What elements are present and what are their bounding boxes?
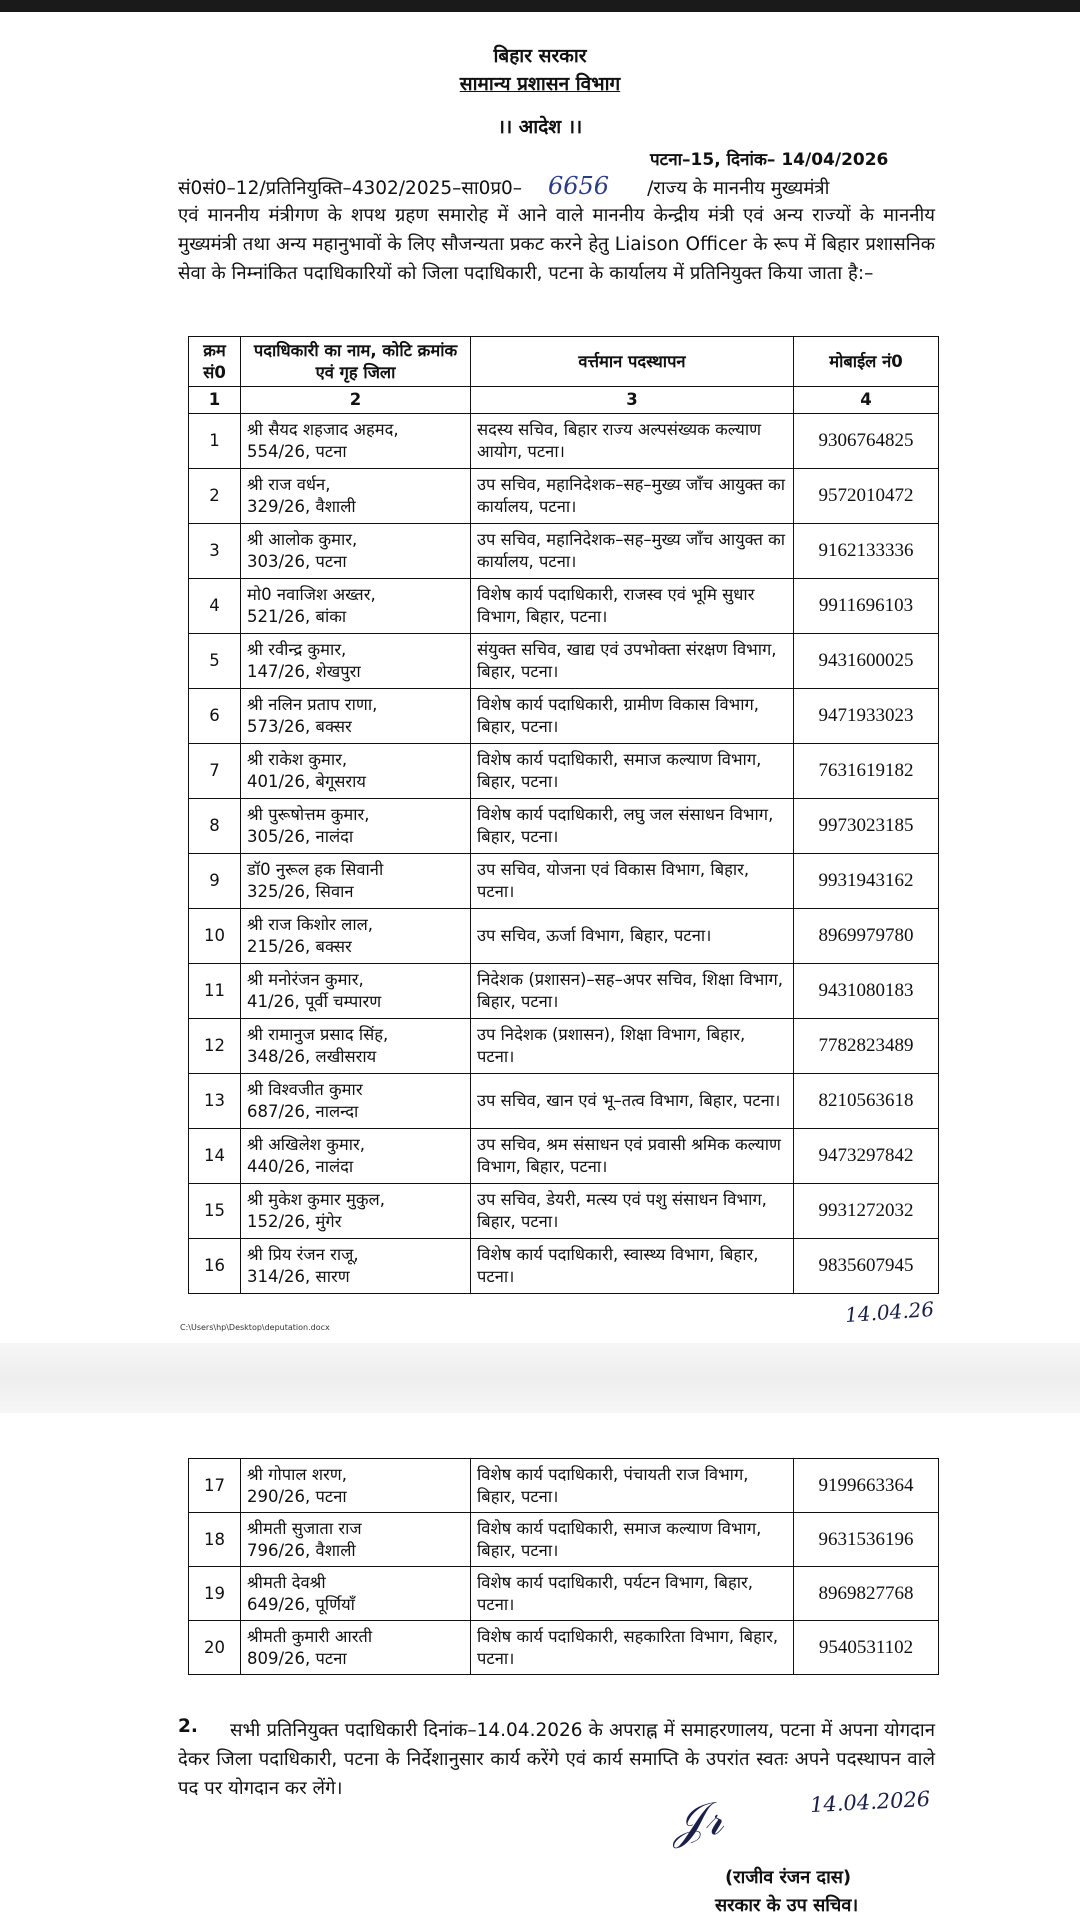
header-government: बिहार सरकार bbox=[493, 45, 587, 67]
signatory-name: (राजीव रंजन दास) bbox=[725, 1867, 852, 1888]
table-row bbox=[189, 414, 939, 469]
cell-mobile: 8969979780 bbox=[794, 909, 939, 964]
officer-code-district: 314/26, सारण bbox=[247, 1267, 350, 1286]
cell-mobile: 9162133336 bbox=[794, 524, 939, 579]
index-cell: 1 bbox=[189, 387, 241, 414]
memo-prefix: सं0सं0–12/प्रतिनियुक्ति–4302/2025–सा0प्र0– bbox=[178, 178, 522, 199]
cell-posting: उप सचिव, डेयरी, मत्स्य एवं पशु संसाधन विभाग, बिहार, पटना। bbox=[471, 1184, 794, 1239]
cell-officer bbox=[241, 1513, 471, 1567]
cell-serial: 9 bbox=[189, 854, 241, 909]
officer-code-district: 147/26, शेखपुरा bbox=[247, 662, 361, 681]
officer-code-district: 401/26, बेगूसराय bbox=[247, 772, 366, 791]
cell-serial: 17 bbox=[189, 1459, 241, 1513]
officer-code-district: 573/26, बक्सर bbox=[247, 717, 352, 736]
cell-mobile: 9931272032 bbox=[794, 1184, 939, 1239]
paragraph-2-number: 2. bbox=[178, 1716, 198, 1737]
officer-name: श्रीमती सुजाता राज bbox=[247, 1518, 362, 1538]
table-row bbox=[189, 1019, 939, 1074]
officer-code-district: 440/26, नालंदा bbox=[247, 1157, 354, 1176]
officer-code-district: 290/26, पटना bbox=[247, 1486, 347, 1506]
cell-officer bbox=[241, 634, 471, 689]
col-header-mobile: मोबाईल नं0 bbox=[794, 337, 939, 387]
cell-posting: विशेष कार्य पदाधिकारी, स्वास्थ्य विभाग, बिहार, पटना। bbox=[471, 1239, 794, 1294]
cell-officer bbox=[241, 414, 471, 469]
file-path: C:\Users\hp\Desktop\deputation.docx bbox=[180, 1323, 330, 1332]
header-department: सामान्य प्रशासन विभाग bbox=[459, 73, 621, 95]
table-row bbox=[189, 964, 939, 1019]
cell-serial: 11 bbox=[189, 964, 241, 1019]
officer-name: श्री मनोरंजन कुमार, bbox=[247, 970, 364, 989]
cell-officer bbox=[241, 1184, 471, 1239]
place-date: पटना–15, दिनांक– 14/04/2026 bbox=[650, 150, 889, 170]
officer-code-district: 325/26, सिवान bbox=[247, 882, 354, 901]
table-row bbox=[189, 469, 939, 524]
officer-name: श्री मुकेश कुमार मुकुल, bbox=[247, 1190, 385, 1209]
table-row bbox=[189, 1129, 939, 1184]
cell-officer bbox=[241, 1621, 471, 1675]
cell-officer bbox=[241, 1129, 471, 1184]
cell-mobile: 9306764825 bbox=[794, 414, 939, 469]
table-row bbox=[189, 524, 939, 579]
officer-name: श्रीमती कुमारी आरती bbox=[247, 1626, 373, 1646]
cell-posting: विशेष कार्य पदाधिकारी, समाज कल्याण विभाग, बिहार, पटना। bbox=[471, 744, 794, 799]
cell-serial: 3 bbox=[189, 524, 241, 579]
cell-officer bbox=[241, 854, 471, 909]
order-paragraph-1: एवं माननीय मंत्रीगण के शपथ ग्रहण समारोह में आने वाले माननीय केन्द्रीय मंत्री एवं अन्य राज्यों के माननीय मुख्यमंत्री तथा अन्य महानुभावों के लिए सौजन्यता प्रकट करने हेतु Liaison Officer के रूप में बिहार प्रशासनिक सेवा के निम्नांकित पदाधिकारियों को जिला पदाधिकारी, पटना के कार्यालय में प्रतिनियुक्त किया जाता है:– bbox=[178, 205, 935, 284]
cell-mobile: 7782823489 bbox=[794, 1019, 939, 1074]
top-bar bbox=[0, 0, 1080, 12]
index-cell: 4 bbox=[794, 387, 939, 414]
officer-name: श्री रामानुज प्रसाद सिंह, bbox=[247, 1025, 389, 1044]
officer-code-district: 329/26, वैशाली bbox=[247, 497, 356, 516]
cell-serial: 12 bbox=[189, 1019, 241, 1074]
cell-mobile: 9199663364 bbox=[794, 1459, 939, 1513]
officer-code-district: 215/26, बक्सर bbox=[247, 937, 352, 956]
officer-name: श्री राज किशोर लाल, bbox=[247, 915, 374, 934]
cell-mobile: 9931943162 bbox=[794, 854, 939, 909]
table-row bbox=[189, 1621, 939, 1675]
officers-table-continued bbox=[188, 1458, 939, 1675]
cell-mobile: 9631536196 bbox=[794, 1513, 939, 1567]
table-row bbox=[189, 1074, 939, 1129]
cell-officer bbox=[241, 1459, 471, 1513]
table-header-row bbox=[189, 337, 939, 387]
cell-posting: विशेष कार्य पदाधिकारी, समाज कल्याण विभाग, बिहार, पटना। bbox=[471, 1513, 794, 1567]
cell-officer bbox=[241, 964, 471, 1019]
cell-posting: विशेष कार्य पदाधिकारी, सहकारिता विभाग, बिहार, पटना। bbox=[471, 1621, 794, 1675]
cell-mobile: 9911696103 bbox=[794, 579, 939, 634]
table-row bbox=[189, 1459, 939, 1513]
cell-posting: निदेशक (प्रशासन)–सह–अपर सचिव, शिक्षा विभाग, बिहार, पटना। bbox=[471, 964, 794, 1019]
officer-code-district: 796/26, वैशाली bbox=[247, 1540, 356, 1560]
table-row bbox=[189, 854, 939, 909]
cell-posting: विशेष कार्य पदाधिकारी, राजस्व एवं भूमि सुधार विभाग, बिहार, पटना। bbox=[471, 579, 794, 634]
cell-serial: 7 bbox=[189, 744, 241, 799]
cell-mobile: 9471933023 bbox=[794, 689, 939, 744]
cell-mobile: 9572010472 bbox=[794, 469, 939, 524]
cell-serial: 5 bbox=[189, 634, 241, 689]
cell-posting: विशेष कार्य पदाधिकारी, लघु जल संसाधन विभाग, बिहार, पटना। bbox=[471, 799, 794, 854]
cell-serial: 8 bbox=[189, 799, 241, 854]
cell-officer bbox=[241, 744, 471, 799]
table-row bbox=[189, 1567, 939, 1621]
officer-code-district: 521/26, बांका bbox=[247, 607, 347, 626]
officer-name: मो0 नवाजिश अख्तर, bbox=[247, 585, 376, 604]
cell-officer bbox=[241, 689, 471, 744]
table-row bbox=[189, 1239, 939, 1294]
order-paragraph-2: सभी प्रतिनियुक्त पदाधिकारी दिनांक–14.04.2026 के अपराह्न में समाहरणालय, पटना में अपना योगदान देकर जिला पदाधिकारी, पटना के निर्देशानुसार कार्य करेंगे एवं कार्य समाप्ति के उपरांत स्वतः अपने पदस्थापन वाले पद पर योगदान कर लेंगे। bbox=[178, 1720, 935, 1799]
cell-posting: सदस्य सचिव, बिहार राज्य अल्पसंख्यक कल्याण आयोग, पटना। bbox=[471, 414, 794, 469]
cell-mobile: 9473297842 bbox=[794, 1129, 939, 1184]
cell-mobile: 9540531102 bbox=[794, 1621, 939, 1675]
page-separator bbox=[0, 1343, 1080, 1413]
signatory-designation: सरकार के उप सचिव। bbox=[715, 1895, 859, 1916]
cell-serial: 19 bbox=[189, 1567, 241, 1621]
cell-mobile: 7631619182 bbox=[794, 744, 939, 799]
officer-name: श्री अखिलेश कुमार, bbox=[247, 1135, 366, 1154]
table-row bbox=[189, 689, 939, 744]
cell-posting: उप सचिव, योजना एवं विकास विभाग, बिहार, पटना। bbox=[471, 854, 794, 909]
cell-posting: विशेष कार्य पदाधिकारी, पंचायती राज विभाग, बिहार, पटना। bbox=[471, 1459, 794, 1513]
cell-posting: उप सचिव, ऊर्जा विभाग, बिहार, पटना। bbox=[471, 909, 794, 964]
cell-officer bbox=[241, 524, 471, 579]
cell-officer bbox=[241, 1074, 471, 1129]
table-row bbox=[189, 799, 939, 854]
officer-code-district: 348/26, लखीसराय bbox=[247, 1047, 377, 1066]
memo-number: 6656 bbox=[548, 172, 610, 200]
table-row bbox=[189, 634, 939, 689]
officer-code-district: 303/26, पटना bbox=[247, 552, 347, 571]
table-row bbox=[189, 909, 939, 964]
cell-officer bbox=[241, 799, 471, 854]
cell-officer bbox=[241, 1567, 471, 1621]
officer-name: श्री सैयद शहजाद अहमद, bbox=[247, 420, 399, 439]
table-row bbox=[189, 1513, 939, 1567]
col-header-name: पदाधिकारी का नाम, कोटि क्रमांक एवं गृह जिला bbox=[241, 337, 471, 387]
cell-officer bbox=[241, 579, 471, 634]
order-heading: ।। आदेश ।। bbox=[497, 116, 583, 138]
cell-posting: उप सचिव, महानिदेशक–सह–मुख्य जाँच आयुक्त का कार्यालय, पटना। bbox=[471, 469, 794, 524]
officer-name: श्रीमती देवश्री bbox=[247, 1572, 326, 1592]
cell-serial: 15 bbox=[189, 1184, 241, 1239]
cell-posting: उप सचिव, खान एवं भू–तत्व विभाग, बिहार, पटना। bbox=[471, 1074, 794, 1129]
table-row bbox=[189, 1184, 939, 1239]
cell-serial: 13 bbox=[189, 1074, 241, 1129]
officer-name: श्री पुरूषोत्तम कुमार, bbox=[247, 805, 370, 824]
cell-posting: उप सचिव, श्रम संसाधन एवं प्रवासी श्रमिक कल्याण विभाग, बिहार, पटना। bbox=[471, 1129, 794, 1184]
cell-posting: विशेष कार्य पदाधिकारी, ग्रामीण विकास विभाग, बिहार, पटना। bbox=[471, 689, 794, 744]
index-cell: 2 bbox=[241, 387, 471, 414]
officer-code-district: 152/26, मुंगेर bbox=[247, 1212, 342, 1231]
officer-code-district: 41/26, पूर्वी चम्पारण bbox=[247, 992, 382, 1011]
signature-date: 14.04.2026 bbox=[809, 1786, 931, 1818]
officer-code-district: 687/26, नालन्दा bbox=[247, 1102, 359, 1121]
cell-serial: 2 bbox=[189, 469, 241, 524]
officer-code-district: 305/26, नालंदा bbox=[247, 827, 354, 846]
cell-officer bbox=[241, 909, 471, 964]
officer-name: श्री रवीन्द्र कुमार, bbox=[247, 640, 347, 659]
cell-serial: 1 bbox=[189, 414, 241, 469]
officer-name: श्री आलोक कुमार, bbox=[247, 530, 358, 549]
officers-table bbox=[188, 336, 939, 1294]
memo-line bbox=[178, 172, 935, 203]
officer-name: श्री गोपाल शरण, bbox=[247, 1464, 347, 1484]
index-cell: 3 bbox=[471, 387, 794, 414]
cell-serial: 18 bbox=[189, 1513, 241, 1567]
cell-serial: 10 bbox=[189, 909, 241, 964]
cell-posting: उप सचिव, महानिदेशक–सह–मुख्य जाँच आयुक्त का कार्यालय, पटना। bbox=[471, 524, 794, 579]
initial-mark: 14.04.26 bbox=[844, 1296, 935, 1328]
table-body-page-2 bbox=[189, 1459, 939, 1675]
cell-posting: संयुक्त सचिव, खाद्य एवं उपभोक्ता संरक्षण विभाग, बिहार, पटना। bbox=[471, 634, 794, 689]
cell-serial: 14 bbox=[189, 1129, 241, 1184]
officer-code-district: 649/26, पूर्णियाँ bbox=[247, 1594, 355, 1614]
officer-name: श्री राकेश कुमार, bbox=[247, 750, 348, 769]
cell-officer bbox=[241, 1019, 471, 1074]
signature-scribble: 𝒥𝓇 bbox=[669, 1790, 726, 1850]
officer-name: डॉ0 नुरूल हक सिवानी bbox=[247, 860, 384, 879]
officer-name: श्री विश्वजीत कुमार bbox=[247, 1080, 363, 1099]
cell-serial: 20 bbox=[189, 1621, 241, 1675]
col-header-sn: क्रम सं0 bbox=[189, 337, 241, 387]
table-index-row bbox=[189, 387, 939, 414]
cell-officer bbox=[241, 1239, 471, 1294]
cell-officer bbox=[241, 469, 471, 524]
cell-posting: उप निदेशक (प्रशासन), शिक्षा विभाग, बिहार, पटना। bbox=[471, 1019, 794, 1074]
table-body-page-1 bbox=[189, 414, 939, 1294]
cell-mobile: 9431600025 bbox=[794, 634, 939, 689]
table-row bbox=[189, 579, 939, 634]
cell-serial: 4 bbox=[189, 579, 241, 634]
cell-posting: विशेष कार्य पदाधिकारी, पर्यटन विभाग, बिहार, पटना। bbox=[471, 1567, 794, 1621]
col-header-posting: वर्त्तमान पदस्थापन bbox=[471, 337, 794, 387]
memo-suffix: /राज्य के माननीय मुख्यमंत्री bbox=[647, 178, 830, 199]
cell-serial: 16 bbox=[189, 1239, 241, 1294]
cell-mobile: 8969827768 bbox=[794, 1567, 939, 1621]
cell-mobile: 8210563618 bbox=[794, 1074, 939, 1129]
officer-name: श्री नलिन प्रताप राणा, bbox=[247, 695, 378, 714]
cell-mobile: 9835607945 bbox=[794, 1239, 939, 1294]
cell-mobile: 9431080183 bbox=[794, 964, 939, 1019]
officer-code-district: 809/26, पटना bbox=[247, 1648, 347, 1668]
cell-mobile: 9973023185 bbox=[794, 799, 939, 854]
table-row bbox=[189, 744, 939, 799]
cell-serial: 6 bbox=[189, 689, 241, 744]
officer-name: श्री राज वर्धन, bbox=[247, 475, 331, 494]
officer-name: श्री प्रिय रंजन राजू, bbox=[247, 1245, 359, 1264]
officer-code-district: 554/26, पटना bbox=[247, 442, 347, 461]
